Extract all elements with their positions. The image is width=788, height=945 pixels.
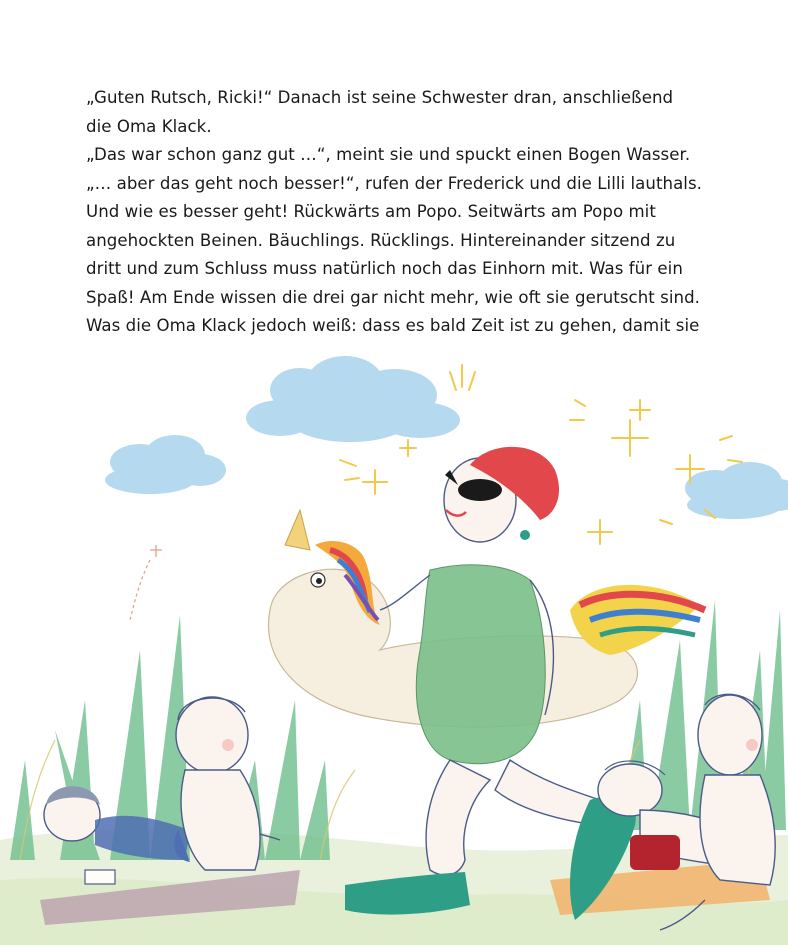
swim-trunks — [630, 835, 680, 870]
story-line: „Guten Rutsch, Ricki!“ Danach ist seine Schwester dran, anschließend — [86, 88, 674, 107]
cloud-icon — [685, 462, 788, 519]
cloud-icon — [246, 356, 460, 442]
story-line: die Oma Klack. — [86, 116, 212, 136]
story-line: Spaß! Am Ende wissen die drei gar nicht mehr, wie oft sie gerutscht sind. — [86, 287, 700, 307]
story-line: „… aber das geht noch besser!“, rufen der Frederick und die Lilli lauthals. — [86, 173, 702, 193]
story-line: „Das war schon ganz gut …“, meint sie und spuckt einen Bogen Wasser. — [86, 145, 691, 164]
swimsuit — [416, 565, 545, 764]
story-line: dritt und zum Schluss muss natürlich noch das Einhorn mit. Was für ein — [86, 259, 683, 278]
cloud-icon — [105, 435, 226, 494]
illustration — [0, 355, 788, 945]
story-line: angehockten Beinen. Bäuchlings. Rücklings. Hintereinander sitzend zu — [86, 230, 676, 250]
story-line: Und wie es besser geht! Rückwärts am Popo. Seitwärts am Popo mit — [86, 202, 656, 221]
story-text — [86, 84, 726, 341]
story-line: Was die Oma Klack jedoch weiß: dass es bald Zeit ist zu gehen, damit sie — [86, 316, 700, 335]
dragonfly-icon — [130, 545, 162, 620]
